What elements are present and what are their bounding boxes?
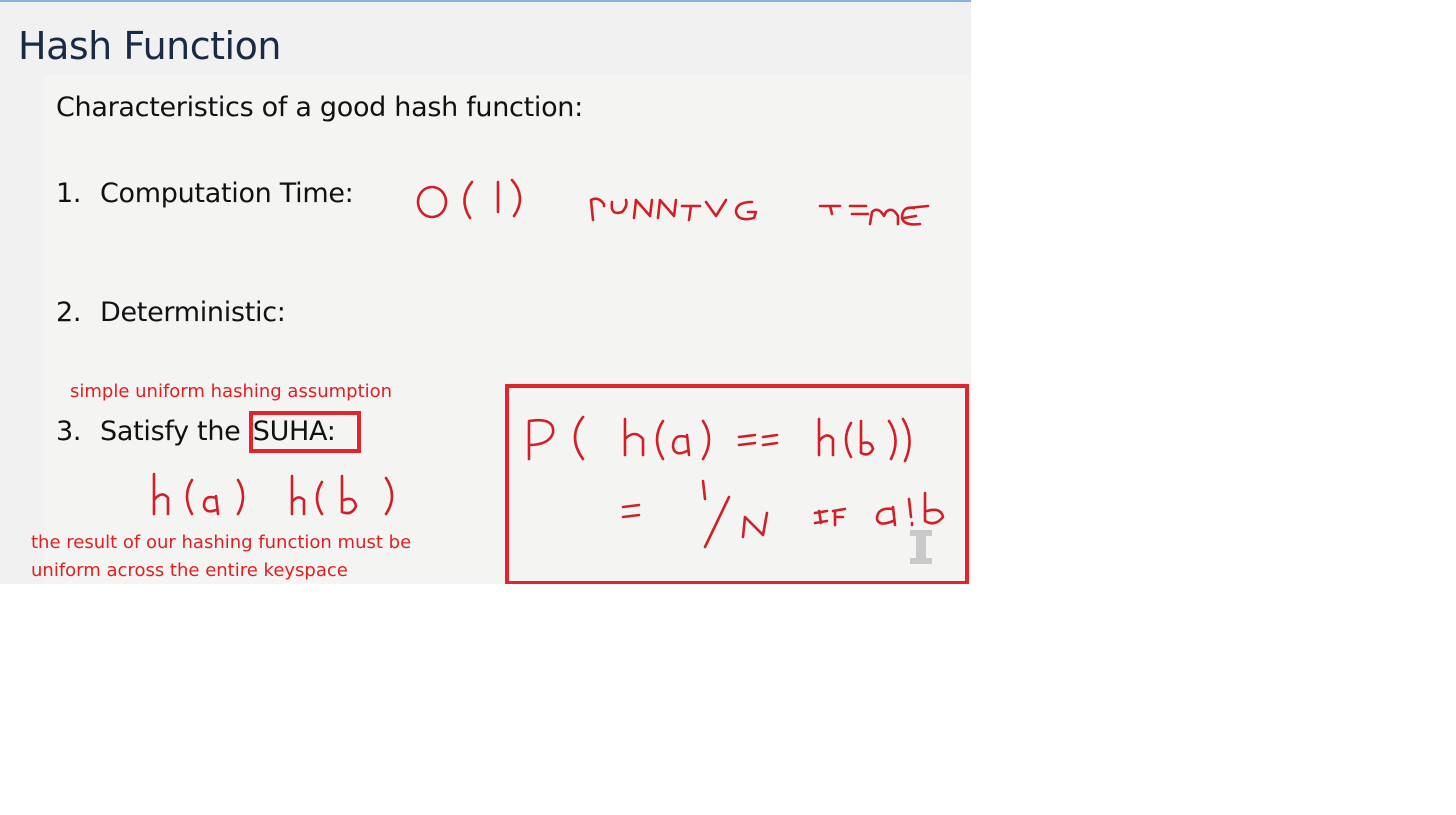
suha-highlight-box [249, 411, 361, 453]
list-item-label: Deterministic: [100, 297, 286, 328]
list-item-deterministic [56, 297, 286, 328]
suha-expansion-annotation: simple uniform hashing assumption [70, 381, 393, 402]
handwritten-computation-note [410, 172, 950, 242]
suha-term: SUHA: [252, 416, 336, 447]
list-item-number: 1. [56, 178, 82, 209]
explanation-annotation-line-1: the result of our hashing function must be [31, 532, 412, 553]
slide [0, 0, 971, 584]
slide-subtitle: Characteristics of a good hash function: [56, 92, 583, 123]
handwritten-hash-examples [140, 462, 410, 522]
text-cursor-icon [909, 528, 933, 566]
list-item-label: Satisfy the [100, 416, 249, 447]
list-item-label: Computation Time: [100, 178, 354, 209]
explanation-annotation-line-2: uniform across the entire keyspace [31, 560, 348, 581]
list-item-number: 2. [56, 297, 82, 328]
slide-title: Hash Function [18, 24, 281, 68]
list-item-computation-time [56, 178, 353, 209]
list-item-number: 3. [56, 416, 82, 447]
handwritten-probability-formula [515, 407, 960, 557]
